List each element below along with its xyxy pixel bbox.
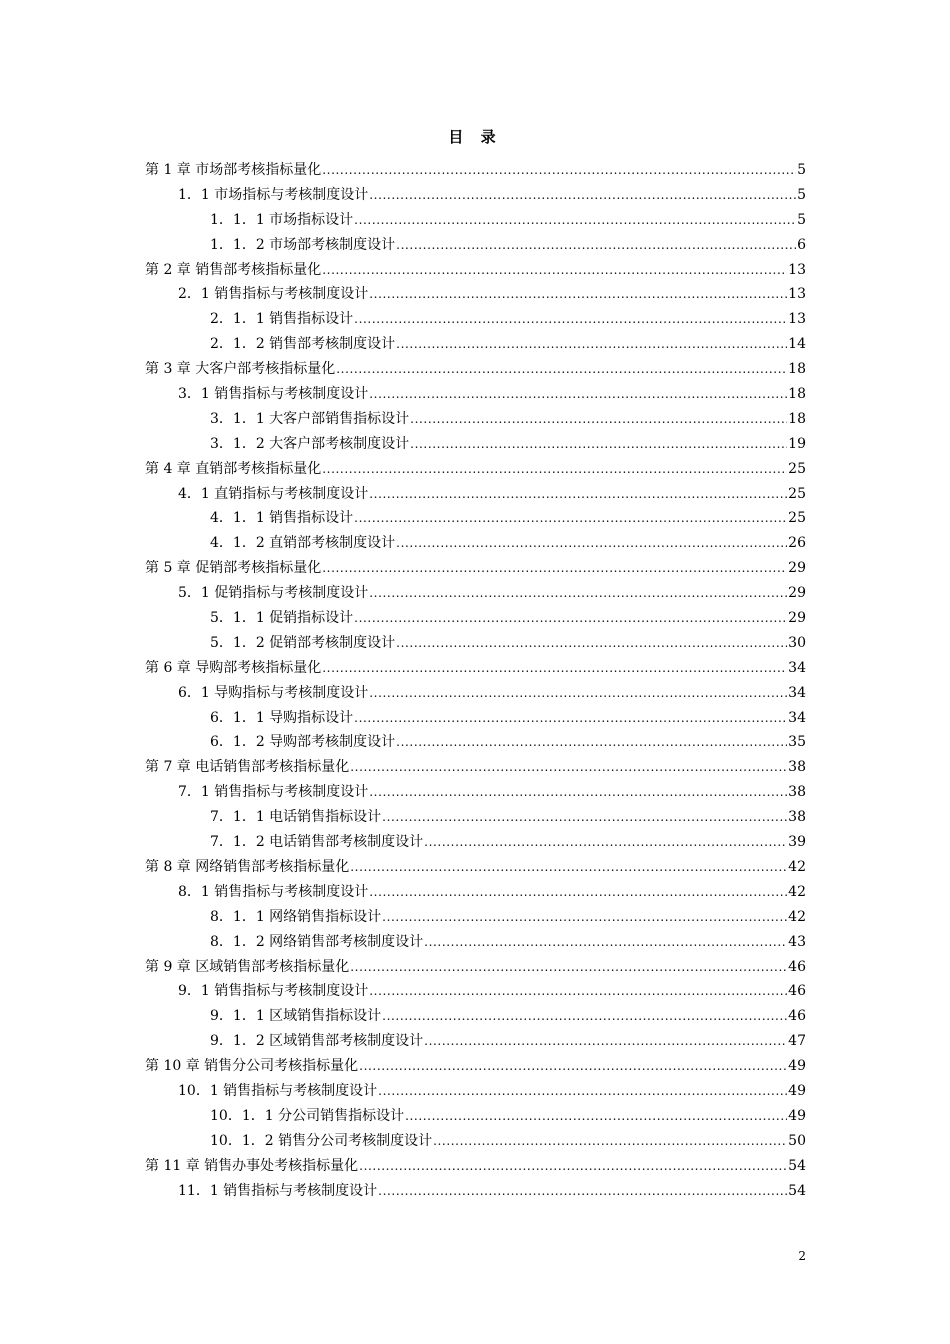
toc-entry[interactable] bbox=[145, 581, 806, 606]
toc-entry-title: 3．1．1 大客户部销售指标设计 bbox=[210, 407, 409, 432]
toc-entry-page-number: 49 bbox=[788, 1058, 806, 1075]
toc-entry-title: 第 2 章 销售部考核指标量化 bbox=[145, 258, 321, 283]
toc-entry[interactable] bbox=[145, 506, 806, 531]
toc-entry[interactable] bbox=[145, 780, 806, 805]
dot-leader bbox=[322, 556, 787, 581]
toc-entry-page-number: 50 bbox=[788, 1132, 806, 1149]
toc-entry[interactable] bbox=[145, 631, 806, 656]
toc-entry-title: 11．1 销售指标与考核制度设计 bbox=[178, 1179, 377, 1204]
dot-leader bbox=[350, 855, 787, 880]
toc-entry-title: 3．1．2 大客户部考核制度设计 bbox=[210, 432, 409, 457]
toc-entry-title: 第 9 章 区域销售部考核指标量化 bbox=[145, 955, 349, 980]
toc-entry-title: 5．1 促销指标与考核制度设计 bbox=[178, 581, 368, 606]
toc-entry-title: 1．1．1 市场指标设计 bbox=[210, 208, 353, 233]
dot-leader bbox=[359, 1154, 787, 1179]
toc-entry-page-number: 46 bbox=[788, 958, 806, 975]
toc-entry-title: 第 7 章 电话销售部考核指标量化 bbox=[145, 755, 349, 780]
toc-entry[interactable] bbox=[145, 208, 806, 233]
toc-entry-title: 7．1．1 电话销售指标设计 bbox=[210, 805, 381, 830]
toc-entry-page-number: 25 bbox=[788, 460, 806, 477]
toc-entry-title: 9．1．1 区域销售指标设计 bbox=[210, 1004, 381, 1029]
toc-entry-page-number: 34 bbox=[788, 659, 806, 676]
toc-entry-title: 第 1 章 市场部考核指标量化 bbox=[145, 158, 321, 183]
dot-leader bbox=[369, 681, 787, 706]
toc-entry-page-number: 38 bbox=[788, 759, 806, 776]
toc-entry-page-number: 29 bbox=[788, 585, 806, 602]
dot-leader bbox=[424, 830, 787, 855]
toc-entry-page-number: 43 bbox=[788, 933, 806, 950]
toc-entry-title: 5．1．2 促销部考核制度设计 bbox=[210, 631, 395, 656]
toc-entry-page-number: 5 bbox=[797, 162, 806, 178]
dot-leader bbox=[369, 482, 787, 507]
toc-entry[interactable] bbox=[145, 805, 806, 830]
toc-entry-title: 3．1 销售指标与考核制度设计 bbox=[178, 382, 368, 407]
toc-entry-page-number: 30 bbox=[788, 634, 806, 651]
toc-entry[interactable] bbox=[145, 258, 806, 283]
toc-entry-page-number: 39 bbox=[788, 834, 806, 851]
toc-entry[interactable] bbox=[145, 656, 806, 681]
toc-entry-title: 10．1．1 分公司销售指标设计 bbox=[210, 1104, 404, 1129]
toc-entry-page-number: 42 bbox=[788, 858, 806, 875]
toc-entry-page-number: 34 bbox=[788, 709, 806, 726]
dot-leader bbox=[396, 233, 796, 258]
toc-entry-title: 9．1．2 区域销售部考核制度设计 bbox=[210, 1029, 423, 1054]
dot-leader bbox=[405, 1104, 787, 1129]
toc-entry-page-number: 54 bbox=[788, 1182, 806, 1199]
toc-entry[interactable] bbox=[145, 282, 806, 307]
dot-leader bbox=[396, 531, 787, 556]
dot-leader bbox=[410, 407, 787, 432]
toc-entry-page-number: 13 bbox=[788, 261, 806, 278]
toc-entry-title: 7．1．2 电话销售部考核制度设计 bbox=[210, 830, 423, 855]
toc-entry-title: 8．1 销售指标与考核制度设计 bbox=[178, 880, 368, 905]
toc-entry[interactable] bbox=[145, 955, 806, 980]
dot-leader bbox=[322, 457, 787, 482]
toc-entry-title: 第 6 章 导购部考核指标量化 bbox=[145, 656, 321, 681]
toc-entry[interactable] bbox=[145, 706, 806, 731]
toc-entry[interactable] bbox=[145, 905, 806, 930]
toc-entry-page-number: 6 bbox=[797, 236, 806, 253]
toc-entry[interactable] bbox=[145, 183, 806, 208]
toc-entry-title: 1．1 市场指标与考核制度设计 bbox=[178, 183, 368, 208]
toc-entry-title: 5．1．1 促销指标设计 bbox=[210, 606, 353, 631]
toc-entry[interactable] bbox=[145, 1154, 806, 1179]
toc-entry-title: 4．1．2 直销部考核制度设计 bbox=[210, 531, 395, 556]
toc-entry[interactable] bbox=[145, 332, 806, 357]
toc-entry-page-number: 49 bbox=[788, 1082, 806, 1099]
dot-leader bbox=[369, 780, 787, 805]
toc-entry-title: 第 11 章 销售办事处考核指标量化 bbox=[145, 1154, 358, 1179]
dot-leader bbox=[396, 332, 787, 357]
toc-entry[interactable] bbox=[145, 681, 806, 706]
toc-entry-page-number: 38 bbox=[788, 784, 806, 801]
toc-entry[interactable] bbox=[145, 482, 806, 507]
toc-entry-page-number: 5 bbox=[797, 211, 806, 228]
toc-entry-page-number: 13 bbox=[788, 311, 806, 328]
toc-entry[interactable] bbox=[145, 1079, 806, 1104]
toc-entry[interactable] bbox=[145, 930, 806, 955]
toc-entry-title: 2．1．1 销售指标设计 bbox=[210, 307, 353, 332]
toc-entry[interactable] bbox=[145, 1129, 806, 1154]
toc-entry[interactable] bbox=[145, 855, 806, 880]
dot-leader bbox=[382, 805, 787, 830]
dot-leader bbox=[369, 282, 787, 307]
toc-entry-page-number: 18 bbox=[788, 361, 806, 378]
toc-entry-page-number: 18 bbox=[788, 386, 806, 403]
toc-entry-title: 10．1 销售指标与考核制度设计 bbox=[178, 1079, 377, 1104]
toc-entry-title: 6．1 导购指标与考核制度设计 bbox=[178, 681, 368, 706]
toc-entry[interactable] bbox=[145, 432, 806, 457]
toc-entry[interactable] bbox=[145, 307, 806, 332]
toc-entry-page-number: 29 bbox=[788, 560, 806, 577]
dot-leader bbox=[354, 606, 787, 631]
toc-entry-title: 第 5 章 促销部考核指标量化 bbox=[145, 556, 321, 581]
toc-entry-title: 4．1 直销指标与考核制度设计 bbox=[178, 482, 368, 507]
dot-leader bbox=[433, 1129, 787, 1154]
toc-entry[interactable] bbox=[145, 1004, 806, 1029]
dot-leader bbox=[369, 880, 787, 905]
table-of-contents bbox=[145, 158, 806, 1203]
dot-leader bbox=[369, 183, 796, 208]
toc-entry[interactable] bbox=[145, 357, 806, 382]
toc-entry-title: 8．1．2 网络销售部考核制度设计 bbox=[210, 930, 423, 955]
dot-leader bbox=[424, 930, 787, 955]
toc-entry[interactable] bbox=[145, 457, 806, 482]
toc-entry-page-number: 29 bbox=[788, 610, 806, 627]
toc-entry-page-number: 25 bbox=[788, 485, 806, 502]
toc-entry-title: 第 8 章 网络销售部考核指标量化 bbox=[145, 855, 349, 880]
toc-entry-page-number: 42 bbox=[788, 883, 806, 900]
toc-entry-page-number: 54 bbox=[788, 1157, 806, 1174]
toc-entry-page-number: 46 bbox=[788, 983, 806, 1000]
toc-entry-page-number: 46 bbox=[788, 1008, 806, 1025]
dot-leader bbox=[354, 307, 787, 332]
toc-entry-title: 6．1．1 导购指标设计 bbox=[210, 706, 353, 731]
toc-entry-page-number: 19 bbox=[788, 435, 806, 452]
page-number: 2 bbox=[798, 1249, 806, 1263]
toc-entry-page-number: 18 bbox=[788, 410, 806, 427]
toc-entry-page-number: 35 bbox=[788, 734, 806, 751]
toc-entry-page-number: 34 bbox=[788, 684, 806, 701]
dot-leader bbox=[350, 755, 787, 780]
toc-entry[interactable] bbox=[145, 158, 806, 183]
toc-entry-title: 第 4 章 直销部考核指标量化 bbox=[145, 457, 321, 482]
dot-leader bbox=[354, 706, 787, 731]
toc-entry[interactable] bbox=[145, 830, 806, 855]
toc-entry-title: 9．1 销售指标与考核制度设计 bbox=[178, 979, 368, 1004]
dot-leader bbox=[369, 979, 787, 1004]
toc-entry-page-number: 47 bbox=[788, 1033, 806, 1050]
toc-entry-page-number: 14 bbox=[788, 336, 806, 353]
toc-entry-title: 10．1．2 销售分公司考核制度设计 bbox=[210, 1129, 432, 1154]
toc-entry-page-number: 5 bbox=[797, 186, 806, 203]
toc-entry-page-number: 38 bbox=[788, 809, 806, 826]
dot-leader bbox=[382, 905, 787, 930]
dot-leader bbox=[396, 730, 787, 755]
toc-entry[interactable] bbox=[145, 556, 806, 581]
dot-leader bbox=[424, 1029, 787, 1054]
toc-entry-title: 2．1．2 销售部考核制度设计 bbox=[210, 332, 395, 357]
toc-entry-title: 8．1．1 网络销售指标设计 bbox=[210, 905, 381, 930]
toc-entry-title: 第 10 章 销售分公司考核指标量化 bbox=[145, 1054, 358, 1079]
toc-entry-page-number: 26 bbox=[788, 535, 806, 552]
dot-leader bbox=[378, 1079, 787, 1104]
toc-entry[interactable] bbox=[145, 407, 806, 432]
toc-entry-page-number: 13 bbox=[788, 286, 806, 303]
toc-entry[interactable] bbox=[145, 979, 806, 1004]
toc-entry-title: 第 3 章 大客户部考核指标量化 bbox=[145, 357, 335, 382]
dot-leader bbox=[369, 581, 787, 606]
dot-leader bbox=[354, 208, 796, 233]
toc-entry[interactable] bbox=[145, 1179, 806, 1204]
toc-entry[interactable] bbox=[145, 730, 806, 755]
toc-title: 目 录 bbox=[448, 128, 502, 146]
dot-leader bbox=[354, 506, 787, 531]
toc-entry[interactable] bbox=[145, 531, 806, 556]
toc-entry-page-number: 42 bbox=[788, 908, 806, 925]
dot-leader bbox=[336, 357, 787, 382]
toc-entry[interactable] bbox=[145, 606, 806, 631]
dot-leader bbox=[322, 158, 796, 183]
toc-entry[interactable] bbox=[145, 1029, 806, 1054]
dot-leader bbox=[350, 955, 787, 980]
toc-entry[interactable] bbox=[145, 382, 806, 407]
toc-entry-title: 1．1．2 市场部考核制度设计 bbox=[210, 233, 395, 258]
dot-leader bbox=[322, 656, 787, 681]
dot-leader bbox=[322, 258, 787, 283]
toc-entry-title: 2．1 销售指标与考核制度设计 bbox=[178, 282, 368, 307]
toc-entry-title: 6．1．2 导购部考核制度设计 bbox=[210, 730, 395, 755]
toc-entry-title: 7．1 销售指标与考核制度设计 bbox=[178, 780, 368, 805]
dot-leader bbox=[396, 631, 787, 656]
toc-entry-page-number: 25 bbox=[788, 510, 806, 527]
toc-entry[interactable] bbox=[145, 880, 806, 905]
toc-entry[interactable] bbox=[145, 755, 806, 780]
dot-leader bbox=[382, 1004, 787, 1029]
dot-leader bbox=[410, 432, 787, 457]
dot-leader bbox=[359, 1054, 787, 1079]
dot-leader bbox=[378, 1179, 787, 1204]
toc-entry-title: 4．1．1 销售指标设计 bbox=[210, 506, 353, 531]
toc-entry[interactable] bbox=[145, 1054, 806, 1079]
toc-entry-page-number: 49 bbox=[788, 1107, 806, 1124]
dot-leader bbox=[369, 382, 787, 407]
toc-entry[interactable] bbox=[145, 233, 806, 258]
toc-entry[interactable] bbox=[145, 1104, 806, 1129]
